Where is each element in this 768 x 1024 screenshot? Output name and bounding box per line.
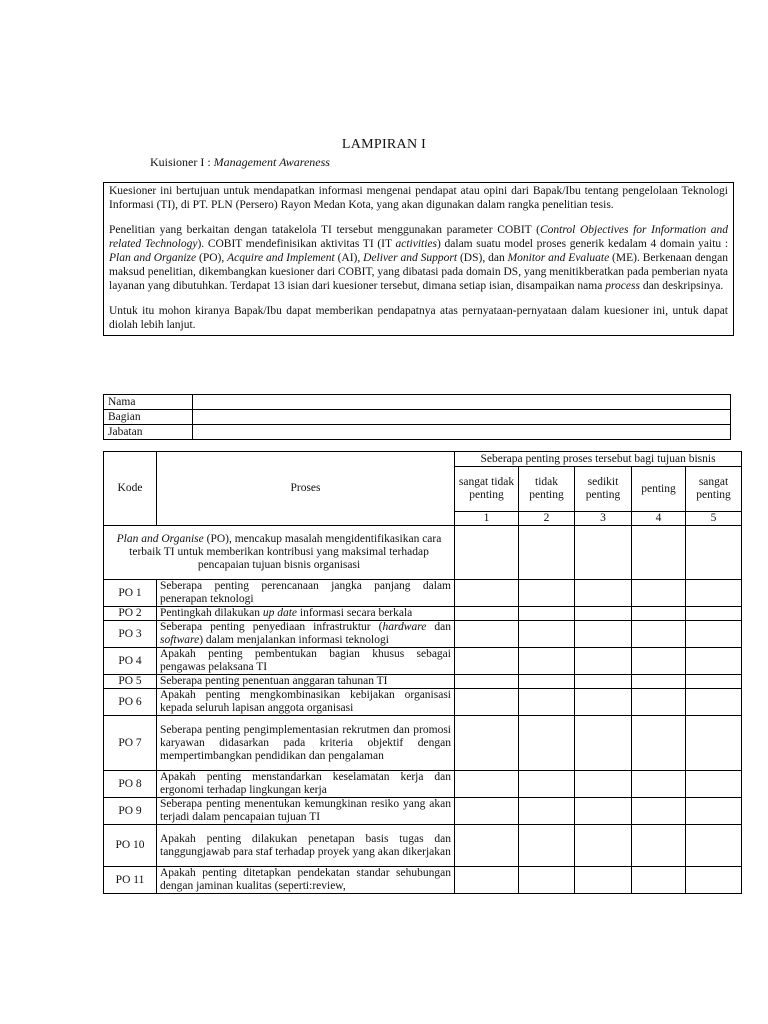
identity-label: Nama	[104, 395, 193, 410]
table-row	[104, 607, 742, 621]
text-segment: Penelitian yang berkaitan dengan tatakelola TI tersebut menggunakan parameter COBIT (	[109, 224, 540, 236]
rating-scale-title: Seberapa penting proses tersebut bagi tujuan bisnis	[455, 452, 742, 467]
process-code: PO 8	[104, 771, 157, 798]
text-segment: (PO), mencakup masalah mengidentifikasikan cara terbaik TI untuk memberikan kontribusi yang maksimal terhadap pencapaian tujuan bisnis organisasi	[129, 533, 442, 571]
text-segment: Seberapa penting penyediaan infrastruktur (	[160, 621, 383, 633]
text-segment: Apakah penting ditetapkan pendekatan standar sehubungan dengan jaminan kualitas (seperti:review,	[160, 867, 451, 892]
text-segment: ) dalam suatu model proses generik kedalam 4 domain yaitu :	[437, 238, 729, 250]
rating-cell[interactable]	[632, 621, 686, 648]
rating-cell[interactable]	[519, 825, 575, 867]
rating-cell[interactable]	[455, 771, 519, 798]
rating-cell[interactable]	[455, 621, 519, 648]
process-description	[157, 580, 455, 607]
table-row	[104, 716, 742, 771]
scale-label: sedikit penting	[575, 467, 632, 512]
questionnaire-table	[103, 451, 742, 894]
rating-cell[interactable]	[455, 675, 519, 689]
page-title: LAMPIRAN I	[341, 137, 427, 152]
italic-segment: Control Objectives for Information and related Technology	[109, 224, 728, 250]
rating-cell[interactable]	[632, 825, 686, 867]
intro-paragraph-1: Kuesioner ini bertujuan untuk mendapatkan informasi mengenai pendapat atau opini dari Bapak/Ibu tentang pengelolaan Teknologi Informasi (TI), di PT. PLN (Persero) Rayon Medan Kota, yang akan digunakan dalam rangka penelitian tesis.	[109, 185, 728, 211]
text-segment: dan	[426, 621, 452, 633]
text-segment: Seberapa penting penentuan anggaran tahunan TI	[160, 675, 388, 687]
scale-label: sangat penting	[686, 467, 742, 512]
rating-cell[interactable]	[575, 798, 632, 825]
rating-cell[interactable]	[686, 825, 742, 867]
rating-cell[interactable]	[575, 526, 632, 580]
identity-label: Bagian	[104, 410, 193, 425]
table-row	[104, 648, 742, 675]
rating-cell[interactable]	[519, 526, 575, 580]
italic-segment: up date	[262, 607, 298, 619]
rating-cell[interactable]	[455, 607, 519, 621]
text-segment: ). COBIT mendefinisikan aktivitas TI (IT	[197, 238, 396, 250]
rating-cell[interactable]	[575, 867, 632, 894]
rating-cell[interactable]	[686, 798, 742, 825]
rating-cell[interactable]	[455, 648, 519, 675]
identity-row	[104, 425, 731, 440]
respondent-identity-table	[103, 394, 731, 440]
rating-cell[interactable]	[686, 675, 742, 689]
rating-cell[interactable]	[686, 621, 742, 648]
process-code: PO 11	[104, 867, 157, 894]
process-description	[157, 648, 455, 675]
italic-segment: Monitor and Evaluate	[507, 252, 610, 264]
text-segment: (PO),	[196, 252, 228, 264]
rating-cell[interactable]	[632, 867, 686, 894]
rating-cell[interactable]	[686, 771, 742, 798]
rating-cell[interactable]	[686, 716, 742, 771]
rating-cell[interactable]	[632, 526, 686, 580]
scale-number: 1	[455, 512, 519, 526]
process-code: PO 9	[104, 798, 157, 825]
process-description	[157, 867, 455, 894]
rating-cell[interactable]	[686, 648, 742, 675]
process-description	[157, 621, 455, 648]
text-segment: Pentingkah dilakukan	[160, 607, 263, 619]
process-code: PO 3	[104, 621, 157, 648]
rating-cell[interactable]	[455, 689, 519, 716]
intro-box	[103, 182, 734, 336]
rating-cell[interactable]	[575, 648, 632, 675]
text-segment: ) dalam menjalankan informasi teknologi	[199, 634, 389, 646]
rating-cell[interactable]	[686, 526, 742, 580]
italic-segment: activities	[395, 238, 438, 250]
text-segment: Seberapa penting menentukan kemungkinan resiko yang akan terjadi dalam pencapaian tujuan TI	[160, 798, 451, 823]
rating-cell[interactable]	[519, 867, 575, 894]
rating-cell[interactable]	[632, 607, 686, 621]
italic-segment: Plan and Organise	[116, 533, 204, 545]
process-description	[157, 798, 455, 825]
text-segment: Apakah penting menstandarkan keselamatan kerja dan ergonomi terhadap lingkungan kerja	[160, 771, 451, 796]
intro-paragraph-3: Untuk itu mohon kiranya Bapak/Ibu dapat memberikan pendapatnya atas pernyataan-pernyataan dalam kuesioner ini, untuk dapat diolah lebih lanjut.	[109, 305, 728, 331]
text-segment: (ME). Berkenaan dengan maksud penelitian, dikembangkan kuesioner dari COBIT, yang dibatasi pada domain DS, yang menitikberatkan pada pemberian nyata layanan yang dibutuhkan. Terdapat 13 isian dari kuesioner tersebut, dimana setiap isian, disampaikan nama	[109, 252, 728, 292]
rating-cell[interactable]	[455, 526, 519, 580]
process-description	[157, 771, 455, 798]
text-segment: Seberapa penting perencanaan jangka panjang dalam penerapan teknologi	[160, 580, 451, 605]
scale-label: sangat tidak penting	[455, 467, 519, 512]
rating-cell[interactable]	[519, 675, 575, 689]
text-segment: (AI),	[334, 252, 364, 264]
rating-cell[interactable]	[455, 798, 519, 825]
rating-cell[interactable]	[575, 621, 632, 648]
process-description	[157, 689, 455, 716]
rating-cell[interactable]	[632, 648, 686, 675]
italic-segment: software	[160, 634, 200, 646]
table-row	[104, 580, 742, 607]
rating-cell[interactable]	[455, 825, 519, 867]
rating-cell[interactable]	[686, 607, 742, 621]
rating-cell[interactable]	[575, 689, 632, 716]
table-row	[104, 825, 742, 867]
table-row	[104, 771, 742, 798]
process-code: PO 5	[104, 675, 157, 689]
subtitle-italic: Management Awareness	[213, 155, 330, 169]
rating-cell[interactable]	[575, 580, 632, 607]
scale-number: 2	[519, 512, 575, 526]
rating-cell[interactable]	[519, 689, 575, 716]
rating-cell[interactable]	[575, 771, 632, 798]
scale-label: penting	[632, 467, 686, 512]
table-row	[104, 689, 742, 716]
rating-cell[interactable]	[519, 607, 575, 621]
rating-cell[interactable]	[575, 825, 632, 867]
italic-segment: Deliver and Support	[363, 252, 458, 264]
table-row	[104, 621, 742, 648]
italic-segment: Acquire and Implement	[227, 252, 335, 264]
rating-cell[interactable]	[632, 771, 686, 798]
rating-cell[interactable]	[632, 675, 686, 689]
italic-segment: Plan and Organize	[109, 252, 197, 264]
rating-cell[interactable]	[455, 716, 519, 771]
rating-cell[interactable]	[632, 689, 686, 716]
process-description	[157, 675, 455, 689]
scale-number: 5	[686, 512, 742, 526]
rating-cell[interactable]	[519, 580, 575, 607]
rating-cell[interactable]	[632, 580, 686, 607]
process-code: PO 10	[104, 825, 157, 867]
rating-cell[interactable]	[519, 716, 575, 771]
rating-cell[interactable]	[519, 798, 575, 825]
rating-cell[interactable]	[519, 621, 575, 648]
rating-cell[interactable]	[519, 648, 575, 675]
scale-number: 3	[575, 512, 632, 526]
scale-number: 4	[632, 512, 686, 526]
text-segment: dan deskripsinya.	[639, 280, 724, 292]
italic-segment: hardware	[382, 621, 427, 633]
rating-cell[interactable]	[575, 716, 632, 771]
process-code: PO 7	[104, 716, 157, 771]
table-row	[104, 798, 742, 825]
italic-segment: process	[605, 280, 640, 292]
process-description	[157, 716, 455, 771]
rating-cell[interactable]	[455, 580, 519, 607]
text-segment: Apakah penting dilakukan penetapan basis tugas dan tanggungjawab para staf terhadap proyek yang akan dikerjakan	[160, 832, 451, 858]
column-header-kode: Kode	[104, 452, 157, 526]
process-description	[157, 607, 455, 621]
rating-cell[interactable]	[455, 867, 519, 894]
process-code: PO 4	[104, 648, 157, 675]
table-row	[104, 867, 742, 894]
table-row	[104, 675, 742, 689]
rating-cell[interactable]	[686, 689, 742, 716]
process-code: PO 6	[104, 689, 157, 716]
rating-cell[interactable]	[519, 771, 575, 798]
scale-label: tidak penting	[519, 467, 575, 512]
rating-cell[interactable]	[575, 607, 632, 621]
rating-cell[interactable]	[686, 580, 742, 607]
identity-input[interactable]	[193, 395, 731, 410]
rating-cell[interactable]	[686, 867, 742, 894]
text-segment: (DS), dan	[457, 252, 508, 264]
rating-cell[interactable]	[632, 716, 686, 771]
section-row	[104, 526, 742, 580]
section-description	[104, 526, 455, 580]
process-code: PO 2	[104, 607, 157, 621]
text-segment: Apakah penting pembentukan bagian khusus sebagai pengawas pelaksana TI	[160, 648, 451, 673]
questionnaire-subtitle	[150, 155, 330, 170]
identity-input[interactable]	[193, 425, 731, 440]
intro-paragraph-2	[109, 223, 728, 293]
text-segment: Apakah penting mengkombinasikan kebijakan organisasi kepada seluruh lapisan anggota organisasi	[160, 689, 451, 714]
identity-input[interactable]	[193, 410, 731, 425]
column-header-proses: Proses	[157, 452, 455, 526]
rating-cell[interactable]	[575, 675, 632, 689]
identity-row	[104, 395, 731, 410]
identity-label: Jabatan	[104, 425, 193, 440]
text-segment: informasi secara berkala	[297, 607, 413, 619]
process-code: PO 1	[104, 580, 157, 607]
process-description	[157, 825, 455, 867]
subtitle-prefix: Kuisioner I :	[150, 155, 214, 169]
identity-row	[104, 410, 731, 425]
rating-cell[interactable]	[632, 798, 686, 825]
text-segment: Seberapa penting pengimplementasian rekrutmen dan promosi karyawan didasarkan pada kriteria objektif dengan mempertimbangkan pendidikan dan pengalaman	[160, 723, 451, 762]
